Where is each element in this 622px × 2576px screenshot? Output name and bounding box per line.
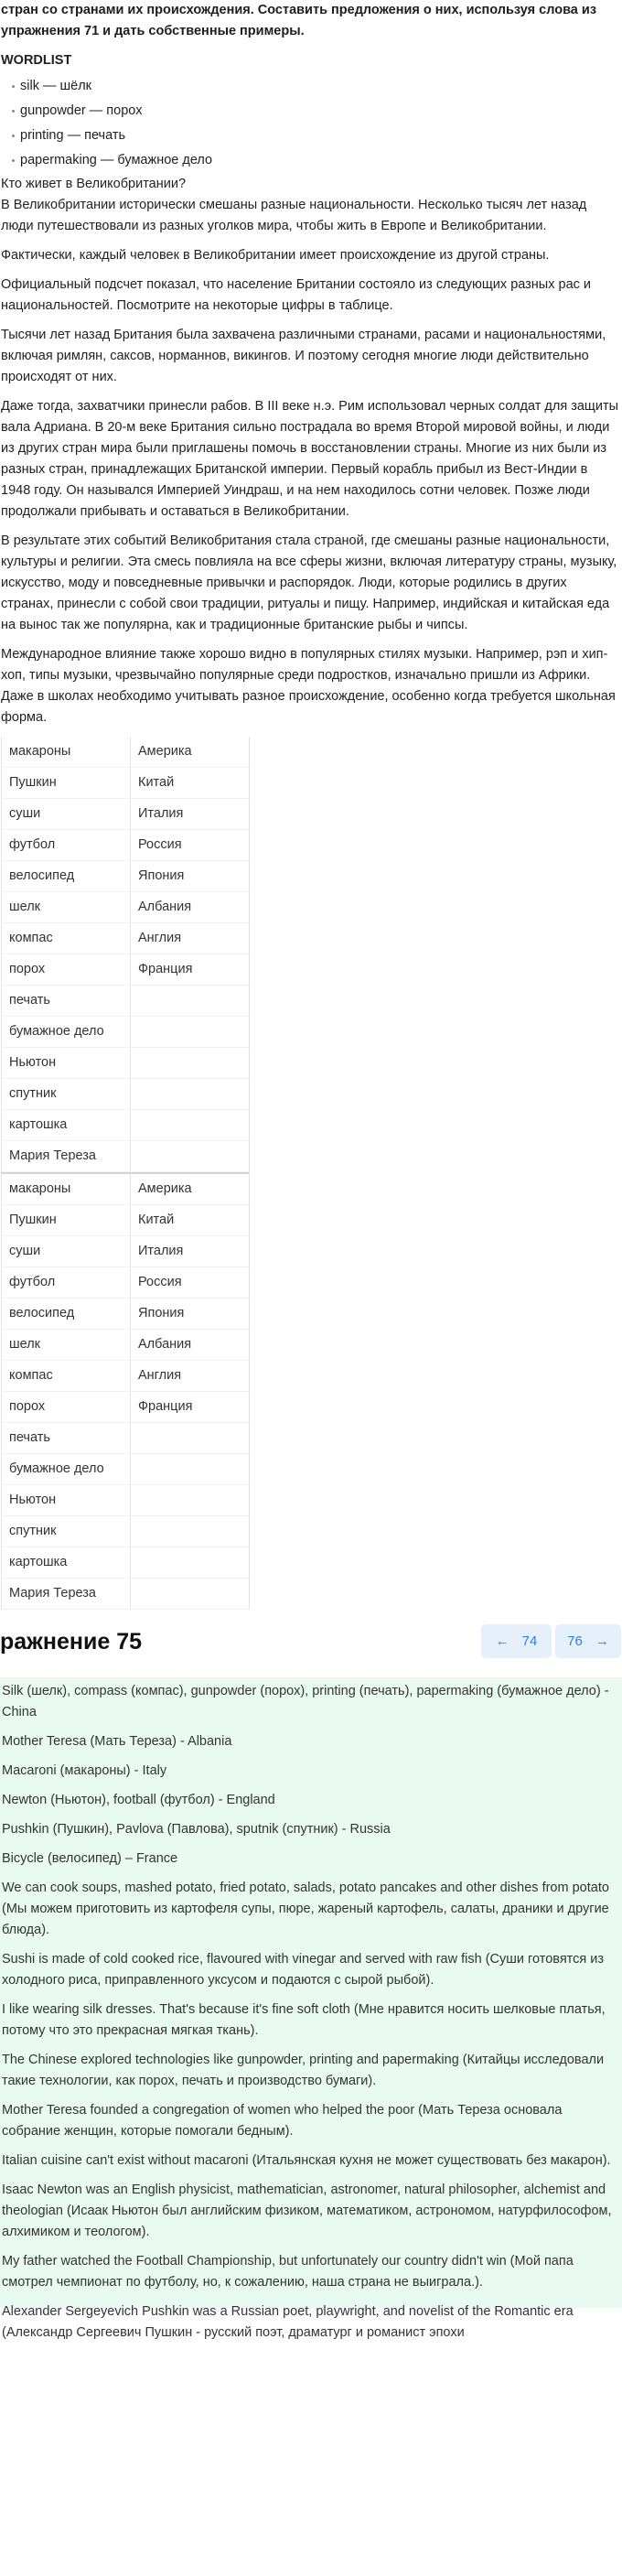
item-cell: компас — [2, 1361, 131, 1392]
wordlist-title: WORDLIST — [1, 53, 72, 68]
country-cell: Китай — [131, 1205, 250, 1236]
item-cell: печать — [2, 1423, 131, 1454]
paragraph: Тысячи лет назад Британия была захвачена различными странами, расами и национальностями, включая римлян, саксов, норманнов, викингов. И поэтому сегодня многие люди действительно происходят от них. — [1, 328, 606, 384]
item-cell: суши — [2, 799, 131, 830]
answer-line: Bicycle (велосипед) – France — [2, 1851, 178, 1866]
table-row — [2, 1173, 250, 1205]
country-cell: Россия — [131, 830, 250, 861]
exercise-nav — [0, 1611, 622, 1677]
country-cell: Англия — [131, 923, 250, 954]
item-cell: Ньютон — [2, 1485, 131, 1516]
wordlist — [12, 74, 620, 173]
country-cell: Россия — [131, 1267, 250, 1299]
country-cell: Япония — [131, 861, 250, 892]
table-row — [2, 1579, 250, 1610]
table-row — [2, 1547, 250, 1579]
item-cell: бумажное дело — [2, 1454, 131, 1485]
answer-line: The Chinese explored technologies like gunpowder, printing and papermaking (Китайцы исследовали такие технологии, как порох, печать и производство бумаги). — [2, 2053, 605, 2088]
table-row — [2, 861, 250, 892]
answer-line: Macaroni (макароны) - Italy — [2, 1763, 167, 1778]
country-cell: Англия — [131, 1361, 250, 1392]
prev-exercise-button[interactable] — [481, 1624, 552, 1658]
item-cell: порох — [2, 954, 131, 986]
country-cell — [131, 1547, 250, 1579]
table-row — [2, 1485, 250, 1516]
answer-line: Mother Teresa (Мать Тереза) - Albania — [2, 1734, 232, 1749]
paragraph: В результате этих событий Великобритания стала страной, где смешаны разные национальности, культуры и религии. Эта смесь повлияла на все сферы жизни, включая литературу страны, музыку, искусство, моду и повседневные привычки и распорядок. Люди, которые родились в других странах, принесли с собой свои традиции, ритуалы и пищу. Например, индийская и китайская еда на вынос так же популярна, как и традиционные британские рыбы и чипсы. — [1, 534, 617, 632]
item-cell: компас — [2, 923, 131, 954]
item-cell: картошка — [2, 1547, 131, 1579]
country-cell: Италия — [131, 799, 250, 830]
country-cell: Франция — [131, 1392, 250, 1423]
item-cell: Пушкин — [2, 1205, 131, 1236]
item-cell: шелк — [2, 1330, 131, 1361]
answer-line: We can cook soups, mashed potato, fried potato, salads, potato pancakes and other dishes from potato (Мы можем приготовить из картофеля супы, пюре, жареный картофель, салаты, драники и другие блюда). — [2, 1881, 609, 1937]
item-cell: шелк — [2, 892, 131, 923]
table-row — [2, 1110, 250, 1141]
table-row — [2, 923, 250, 954]
item-cell: макароны — [2, 1173, 131, 1205]
item-cell: велосипед — [2, 861, 131, 892]
wordlist-item: gunpowder — порох — [12, 99, 620, 124]
country-cell: Италия — [131, 1236, 250, 1267]
answer-line: Silk (шелк), compass (компас), gunpowder (порох), printing (печать), papermaking (бумажное дело) - China — [2, 1684, 609, 1719]
item-cell: бумажное дело — [2, 1017, 131, 1048]
matching-table-body — [2, 1173, 250, 1610]
country-cell — [131, 1017, 250, 1048]
table-row — [2, 1267, 250, 1299]
table-row — [2, 1454, 250, 1485]
country-cell — [131, 1048, 250, 1079]
country-cell — [131, 986, 250, 1017]
item-cell: картошка — [2, 1110, 131, 1141]
item-cell: спутник — [2, 1516, 131, 1547]
matching-tables — [1, 737, 250, 1610]
country-cell — [131, 1110, 250, 1141]
table-row — [2, 1423, 250, 1454]
item-cell: футбол — [2, 830, 131, 861]
table-row — [2, 1330, 250, 1361]
item-cell: Мария Тереза — [2, 1579, 131, 1610]
item-cell: футбол — [2, 1267, 131, 1299]
arrow-left-icon: ← — [495, 1633, 509, 1649]
paragraph: Даже тогда, захватчики принесли рабов. В III веке н.э. Рим использовал черных солдат для защиты вала Адриана. В 20-м веке Британия сильно пострадала во время Второй мировой войны, и люди из других стран мира были приглашены помочь в восстановлении страны. Многие из них были из разных стран, принадлежащих Британской империи. Первый корабль прибыл из Вест-Индии в 1948 году. Он назывался Империей Уиндраш, и на нем находилось сотни человек. Позже люди продолжали прибывать и оставаться в Великобритании. — [1, 399, 619, 519]
country-cell — [131, 1454, 250, 1485]
table-row — [2, 986, 250, 1017]
wordlist-item: printing — печать — [12, 124, 620, 148]
matching-table-body — [2, 737, 250, 1172]
prev-exercise-label: 74 — [521, 1633, 538, 1649]
table-row — [2, 1392, 250, 1423]
item-cell: макароны — [2, 737, 131, 768]
country-cell: Америка — [131, 737, 250, 768]
item-cell: Мария Тереза — [2, 1141, 131, 1172]
answer-line: My father watched the Football Championship, but unfortunately our country didn't win (Мой папа смотрел чемпионат по футболу, но, к сожалению, наша страна не выиграла.). — [2, 2254, 574, 2290]
answer-block — [0, 1677, 622, 2340]
country-cell — [131, 1516, 250, 1547]
item-cell: печать — [2, 986, 131, 1017]
table-row — [2, 799, 250, 830]
country-cell — [131, 1079, 250, 1110]
answer-line: Newton (Ньютон), football (футбол) - England — [2, 1793, 275, 1807]
country-cell: Китай — [131, 768, 250, 799]
text-body — [1, 174, 620, 728]
item-cell: Ньютон — [2, 1048, 131, 1079]
exercise-title: ражнение 75 — [0, 1629, 143, 1654]
country-cell — [131, 1423, 250, 1454]
item-cell: спутник — [2, 1079, 131, 1110]
answer-line: Italian cuisine can't exist without macaroni (Итальянская кухня не может существовать без макарон). — [2, 2153, 611, 2168]
table-row — [2, 1079, 250, 1110]
table-row — [2, 1017, 250, 1048]
table-row — [2, 830, 250, 861]
answer-line: Isaac Newton was an English physicist, mathematician, astronomer, natural philosopher, alchemist and theologian (Исаак Ньютон был английским физиком, математиком, астрономом, натурфилософом, алхимиком и теологом). — [2, 2183, 612, 2239]
table-row — [2, 1361, 250, 1392]
country-cell: Америка — [131, 1173, 250, 1205]
table-row — [2, 892, 250, 923]
matching-table — [1, 737, 250, 1172]
task-description: стран со странами их происхождения. Составить предложения о них, используя слова из упражнения 71 и дать собственные примеры. — [1, 3, 597, 38]
table-row — [2, 768, 250, 799]
answer-line: Alexander Sergeyevich Pushkin was a Russian poet, playwright, and novelist of the Romantic era (Александр Сергеевич Пушкин - русский поэт, драматург и романист эпохи — [2, 2304, 574, 2340]
table-row — [2, 1205, 250, 1236]
item-cell: Пушкин — [2, 768, 131, 799]
next-exercise-button[interactable] — [555, 1624, 621, 1658]
item-cell: порох — [2, 1392, 131, 1423]
country-cell: Албания — [131, 1330, 250, 1361]
item-cell: велосипед — [2, 1299, 131, 1330]
table-row — [2, 1048, 250, 1079]
table-row — [2, 1516, 250, 1547]
table-row — [2, 1141, 250, 1172]
matching-table — [1, 1172, 250, 1610]
answer-line: Mother Teresa founded a congregation of women who helped the poor (Мать Тереза основала собрание женщин, которые помогали бедным). — [2, 2103, 563, 2139]
table-row — [2, 1236, 250, 1267]
paragraph: Международное влияние также хорошо видно в популярных стилях музыки. Например, рэп и хип-хоп, типы музыки, чрезвычайно популярные среди подростков, изначально пришли из Африки. Даже в школах необходимо учитывать разное происхождение, особенно когда требуется школьная форма. — [1, 647, 616, 725]
country-cell — [131, 1141, 250, 1172]
paragraph: Кто живет в Великобритании? В Великобритании исторически смешаны разные национальности. Несколько тысяч лет назад люди путешествовали из разных уголков мира, чтобы жить в Европе и Великобритании. — [1, 177, 587, 233]
table-row — [2, 954, 250, 986]
country-cell — [131, 1579, 250, 1610]
wordlist-item: papermaking — бумажное дело — [12, 148, 620, 173]
country-cell — [131, 1485, 250, 1516]
table-row — [2, 737, 250, 768]
answer-line: Pushkin (Пушкин), Pavlova (Павлова), sputnik (спутник) - Russia — [2, 1822, 391, 1837]
country-cell: Албания — [131, 892, 250, 923]
paragraph: Официальный подсчет показал, что население Британии состояло из следующих разных рас и национальностей. Посмотрите на некоторые цифры в таблице. — [1, 277, 592, 313]
next-exercise-label: 76 — [567, 1633, 583, 1649]
arrow-right-icon: → — [595, 1633, 609, 1649]
paragraph: Фактически, каждый человек в Великобритании имеет происхождение из другой страны. — [1, 248, 550, 263]
answer-line: Sushi is made of cold cooked rice, flavoured with vinegar and served with raw fish (Суши готовятся из холодного риса, приправленного уксусом и подаются с сырой рыбой). — [2, 1952, 605, 1988]
answer-line: I like wearing silk dresses. That's because it's fine soft cloth (Мне нравится носить шелковые платья, потому что это прекрасная мягкая ткань). — [2, 2002, 606, 2038]
item-cell: суши — [2, 1236, 131, 1267]
country-cell: Франция — [131, 954, 250, 986]
wordlist-item: silk — шёлк — [12, 74, 620, 99]
table-row — [2, 1299, 250, 1330]
country-cell: Япония — [131, 1299, 250, 1330]
